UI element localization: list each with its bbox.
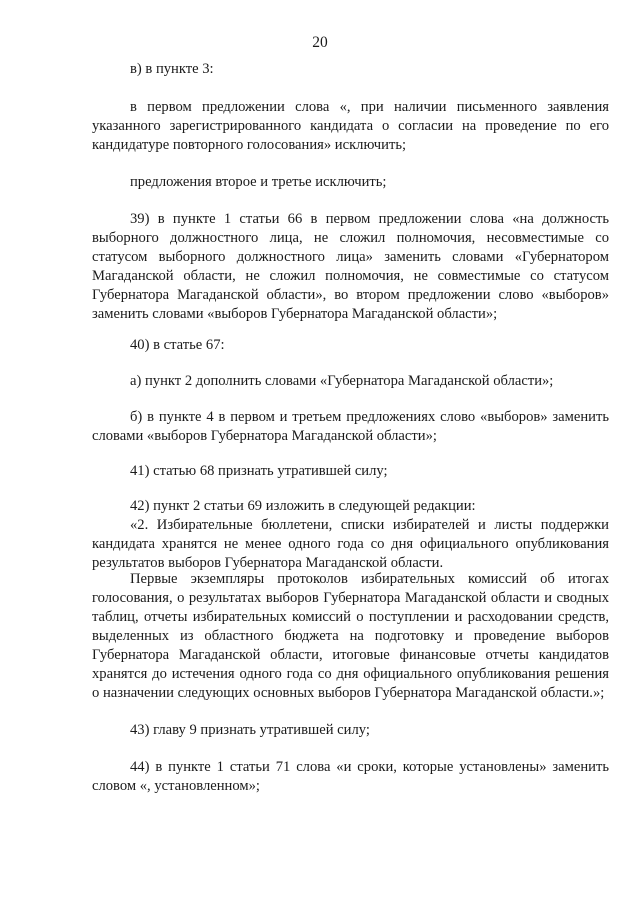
paragraph-item-v: в) в пункте 3: — [130, 61, 214, 77]
paragraph-first-sentence: в первом предложении слова «, при наличии письменного заявления указанного зарегистрированного кандидата о согласии на проведение по его кандидатуре повторного голосования» исключить; — [92, 99, 609, 153]
paragraph-42-quote-1: «2. Избирательные бюллетени, списки избирателей и листы поддержки кандидата хранятся не менее одного года со дня официального опубликования результатов выборов Губернатора Магаданской области. — [92, 517, 609, 571]
paragraph-42: 42) пункт 2 статьи 69 изложить в следующей редакции: — [130, 498, 476, 514]
paragraph-40-b: б) в пункте 4 в первом и третьем предложениях слово «выборов» заменить словами «выборов Губернатора Магаданской области»; — [92, 409, 609, 444]
paragraph-44: 44) в пункте 1 статьи 71 слова «и сроки, которые установлены» заменить словом «, установленном»; — [92, 759, 609, 794]
paragraph-40-a: а) пункт 2 дополнить словами «Губернатора Магаданской области»; — [130, 373, 554, 389]
paragraph-41: 41) статью 68 признать утратившей силу; — [130, 463, 388, 479]
paragraph-43: 43) главу 9 признать утратившей силу; — [130, 722, 370, 738]
paragraph-39: 39) в пункте 1 статьи 66 в первом предложении слова «на должность выборного должностного лица, не сложил полномочия, несовместимые со статусом выборного должностного лица» заменить словами «Губернатором Магаданской области, не сложил полномочия, не совместимые со статусом Губернатора Магаданской области», во втором предложении слово «выборов» заменить словами «выборов Губернатора Магаданской области»; — [92, 211, 609, 322]
paragraph-sentences-removed: предложения второе и третье исключить; — [130, 174, 387, 190]
page-number: 20 — [312, 34, 328, 51]
paragraph-42-quote-2: Первые экземпляры протоколов избирательных комиссий об итогах голосования, о результатах выборов Губернатора Магаданской области и сводных таблиц, отчеты избирательных комиссий о поступлении и расходовании средств, выделенных из областного бюджета на подготовку и проведение выборов Губернатора Магаданской области, итоговые финансовые отчеты кандидатов хранятся до истечения одного года со дня официального опубликования решения о назначении следующих основных выборов Губернатора Магаданской области.»; — [92, 571, 609, 701]
paragraph-40: 40) в статье 67: — [130, 337, 225, 353]
